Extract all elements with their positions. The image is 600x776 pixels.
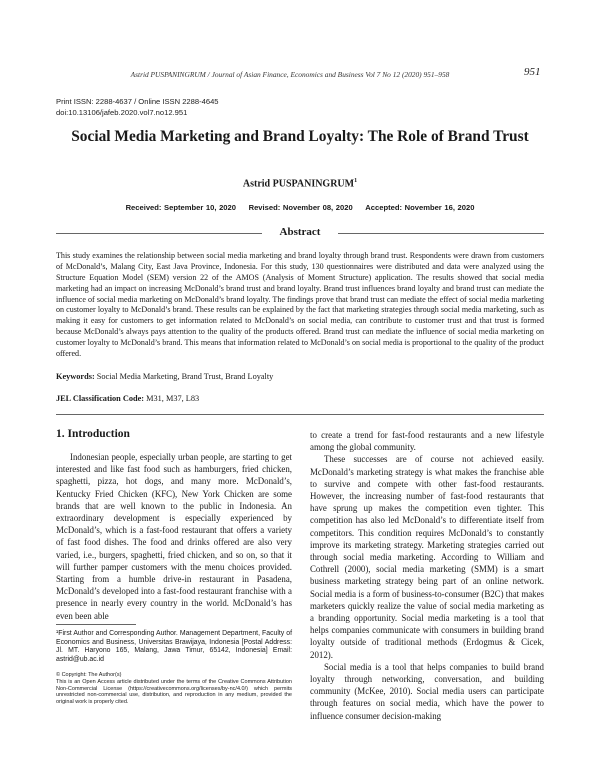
copyright-line: © Copyright: The Author(s) [56, 672, 122, 678]
jel-line [56, 394, 544, 403]
section-heading-introduction: 1. Introduction [56, 428, 130, 440]
author-footnote: ¹First Author and Corresponding Author. Management Department, Faculty of Economics and Business, Universitas Brawijaya, Indonesia [Postal Address: Jl. MT. Haryono 165, Malang, Jawa Timur, 65142, Indonesia] Email: astrid@ub.ac.id [56, 630, 292, 663]
page-number: 951 [524, 66, 541, 78]
received-date: Received: September 10, 2020 [125, 203, 236, 212]
intro-paragraph-3: Social media is a tool that helps companies to build brand loyalty through networking, conversation, and building community (McKee, 2010). Social media users can participate through features on social media, which have the power to influence consumer decision-making [310, 661, 544, 721]
intro-paragraph-1-continued: to create a trend for fast-food restaurants and a new lifestyle among the global community. [310, 430, 544, 453]
author-line [40, 178, 560, 189]
right-column [310, 429, 544, 722]
issn-line: Print ISSN: 2288-4637 / Online ISSN 2288-4645 [56, 97, 219, 106]
doi-line: doi:10.13106/jafeb.2020.vol7.no12.951 [56, 108, 188, 117]
abstract-rule-left [56, 233, 262, 234]
intro-paragraph-1: Indonesian people, especially urban people, are starting to get interested and like fast food such as hamburgers, fried chicken, spaghetti, pizza, hot dogs, and many more. McDonald’s, Kentucky Fried Chicken (KFC), New York Chicken are some brands that are well known to the public in Indonesia. An extraordinary development is especially experienced by McDonald’s, which is a fast-food restaurant that offers a variety of fast food dishes. The food and drinks offered are also very varied, i.e., burgers, spaghetti, fried chicken, and so on, so that it will further pamper customers with the menu choices provided. Starting from a humble drive-in restaurant in Pasadena, McDonald’s developed into a fast-food restaurant franchise with a presence in nearly every country in the world. McDonald’s has even been able [56, 452, 292, 621]
keywords-line [56, 372, 544, 381]
keywords-label: Keywords: [56, 372, 95, 381]
author-superscript: 1 [354, 178, 358, 184]
abstract-bottom-rule [56, 414, 544, 415]
footnote-rule [56, 624, 136, 625]
jel-codes: M31, M37, L83 [146, 394, 200, 403]
author-name: Astrid PUSPANINGRUM [242, 178, 355, 190]
accepted-date: Accepted: November 16, 2020 [365, 203, 475, 212]
abstract-rule-right [338, 233, 544, 234]
abstract-heading: Abstract [279, 226, 321, 238]
copyright-notice [56, 672, 292, 706]
submission-dates [40, 203, 560, 212]
left-column [56, 451, 292, 622]
abstract-body: This study examines the relationship between social media marketing and brand loyalty through brand trust. Respondents were drawn from customers of McDonald’s, Malang City, East Java Province, Indonesia. For this study, 130 questionnaires were distributed and data were analyzed using the Structure Equation Model (SEM) version 22 of the AMOS (Analysis of Moment Structure) application. The results showed that social media marketing had an impact on increasing McDonald’s brand trust and brand loyalty. Brand trust influences brand loyalty and brand trust can mediate the influence of social media marketing on McDonald’s brand loyalty. The findings prove that brand trust can mediate the effect of social media marketing on customer loyalty to McDonald’s brand. These results can be explained by the fact that marketing strategies through social media marketing, such as making it easy for customers to get information related to McDonald’s on social media, can contribute to customer trust and that trust is formed because McDonald’s always pays attention to the quality of the products offered. Brand trust can mediate the influence of social media marketing on customer loyalty to McDonald’s brand. This means that information related to McDonald’s on social media is proportional to the quality of the product offered. [56, 251, 544, 358]
intro-paragraph-2: These successes are of course not achieved easily. McDonald’s marketing strategy is what makes the franchise able to survive and compete with other fast-food restaurants. However, the increasing number of fast-food restaurants that have sprung up makes the competition even tighter. This competition has also led McDonald’s to differentiate itself from competitors. This condition requires McDonald’s to constantly improve its marketing strategy. Marketing strategies carried out through social media marketing. According to William and Cothrell (2000), social media marketing (SMM) is a smart business marketing strategy being part of an online network. Social media is a form of business-to-consumer (B2C) that makes marketers quickly realize the value of social media marketing as a branding opportunity. Social media marketing is a tool that helps companies communicate with consumers in building brand loyalty outside of traditional methods (Erdogmus & Cicek, 2012). [310, 454, 544, 660]
running-header: Astrid PUSPANINGRUM / Journal of Asian Finance, Economics and Business Vol 7 No 12 (2020) 951–958 [130, 70, 450, 79]
revised-date: Revised: November 08, 2020 [248, 203, 353, 212]
paper-title: Social Media Marketing and Brand Loyalty: The Role of Brand Trust [71, 128, 529, 145]
keywords-text: Social Media Marketing, Brand Trust, Brand Loyalty [96, 372, 274, 381]
license-text: This is an Open Access article distributed under the terms of the Creative Commons Attribution Non-Commercial License (https://creativecommons.org/licenses/by-nc/4.0/) which permits unrestricted non-commercial use, distribution, and reproduction in any medium, provided the original work is properly cited. [56, 678, 292, 706]
jel-label: JEL Classification Code: [56, 394, 145, 403]
